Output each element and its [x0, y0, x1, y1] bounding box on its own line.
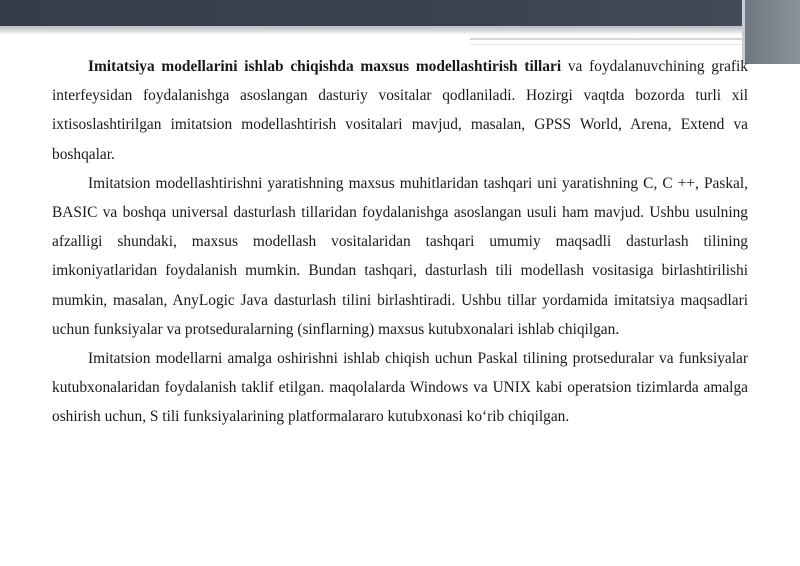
- paragraph-3: Imitatsion modellarni amalga oshirishni ishlab chiqish uchun Paskal tilining protseduralar va funksiyalar kutubxonalaridan foydalanish taklif etilgan. maqolalarda Windows va UNIX kabi operatsion tizimlarda amalga oshirish uchun, S tili funksiyalarining platformalararo kutubxonasi ko‘rib chiqilgan.: [52, 350, 748, 426]
- paragraph-1-bold-lead: Imitatsiya modellarini ishlab chiqishda maxsus modellashtirish tillari: [88, 58, 562, 75]
- header-band-shadow: [0, 26, 800, 35]
- decorative-line-secondary: [470, 44, 742, 45]
- corner-accent-block: [745, 0, 800, 64]
- document-body: [52, 52, 748, 432]
- paragraph-1: [52, 52, 748, 169]
- paragraph-1-text: va foydalanuvchining grafik interfeysidan foydalanishga asoslangan dasturiy vositalar qodlaniladi. Hozirgi vaqtda bozorda turli xil ixtisoslashtirilgan imitatsion modellashtirish vositalari mavjud, masalan, GPSS World, Arena, Extend va boshqalar.: [52, 58, 748, 163]
- decorative-line: [470, 38, 742, 40]
- header-band: [0, 0, 800, 26]
- paragraph-2: Imitatsion modellashtirishni yaratishning maxsus muhitlaridan tashqari uni yaratishning C, C ++, Paskal, BASIC va boshqa universal dasturlash tillaridan foydalanishga asoslangan usuli ham mavjud. Ushbu usulning afzalligi shundaki, maxsus modellash vositalaridan tashqari umumiy maqsadli dasturlash tilining imkoniyatlaridan foydalanish mumkin. Bundan tashqari, dasturlash tili modellash vositasiga birlashtirilishi mumkin, masalan, AnyLogic Java dasturlash tilini birlashtiradi. Ushbu tillar yordamida imitatsiya maqsadlari uchun funksiyalar va protseduralarning (sinflarning) maxsus kutubxonalari ishlab chiqilgan.: [52, 174, 748, 338]
